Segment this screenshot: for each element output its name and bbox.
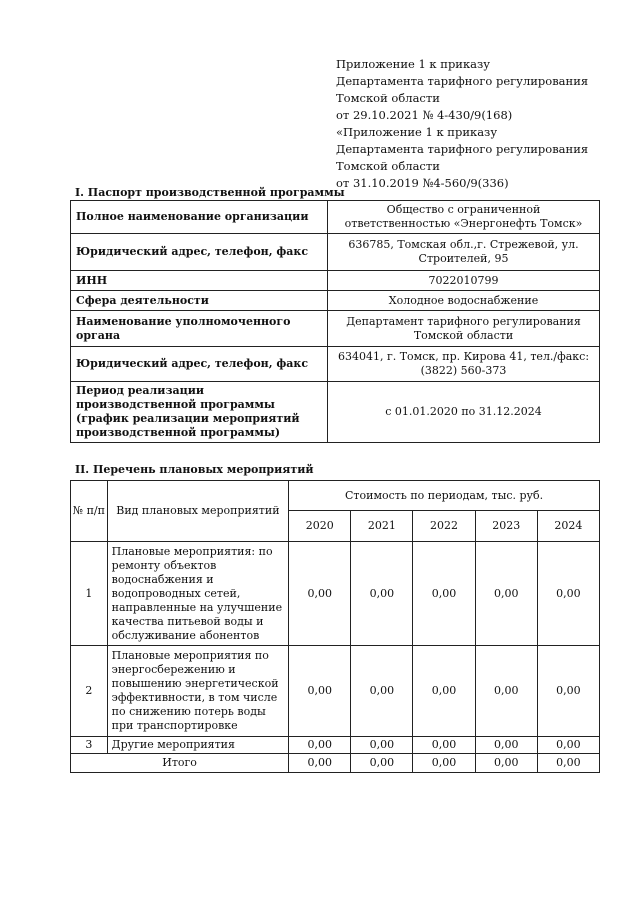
col-num-header: № п/п [71, 481, 108, 542]
cost-cell: 0,00 [413, 737, 475, 754]
appendix-note-line: Департамента тарифного регулирования [336, 142, 589, 156]
appendix-note-line: Томской области [336, 159, 440, 173]
total-cell: 0,00 [475, 754, 537, 773]
passport-row [71, 347, 600, 382]
passport-row [71, 382, 600, 443]
cost-cell: 0,00 [537, 737, 599, 754]
row-number: 1 [71, 542, 108, 646]
passport-value: Департамент тарифного регулирования Томской области [328, 311, 600, 347]
passport-label: Сфера деятельности [71, 291, 328, 311]
passport-value: Холодное водоснабжение [328, 291, 600, 311]
total-label: Итого [71, 754, 289, 773]
row-description: Плановые мероприятия по энергосбережению и повышению энергетической эффективности, в том числе по снижению потерь воды при транспортировке [107, 646, 289, 737]
col-cost-header: Стоимость по периодам, тыс. руб. [289, 481, 600, 511]
row-number: 2 [71, 646, 108, 737]
passport-label: Период реализации производственной программы (график реализации мероприятий производственной программы) [71, 382, 328, 443]
year-header: 2024 [537, 511, 599, 542]
passport-row [71, 271, 600, 291]
cost-cell: 0,00 [413, 542, 475, 646]
cost-cell: 0,00 [289, 646, 351, 737]
appendix-note-line: Томской области [336, 91, 440, 105]
table-row [71, 542, 600, 646]
cost-cell: 0,00 [289, 542, 351, 646]
total-cell: 0,00 [413, 754, 475, 773]
passport-label: Юридический адрес, телефон, факс [71, 234, 328, 271]
appendix-note-line: Приложение 1 к приказу [336, 57, 491, 71]
passport-value: 7022010799 [328, 271, 600, 291]
cost-cell: 0,00 [413, 646, 475, 737]
cost-cell: 0,00 [475, 542, 537, 646]
passport-value: 636785, Томская обл.,г. Стрежевой, ул. Строителей, 95 [328, 234, 600, 271]
passport-label: Полное наименование организации [71, 201, 328, 234]
cost-cell: 0,00 [289, 737, 351, 754]
cost-cell: 0,00 [351, 646, 413, 737]
plan-title: II. Перечень плановых мероприятий [75, 463, 314, 476]
total-cell: 0,00 [289, 754, 351, 773]
appendix-note-line: «Приложение 1 к приказу [336, 125, 498, 139]
plan-header-row [71, 481, 600, 511]
passport-row [71, 234, 600, 271]
total-row [71, 754, 600, 773]
passport-row [71, 311, 600, 347]
passport-value: Общество с ограниченной ответственностью «Энергонефть Томск» [328, 201, 600, 234]
table-row [71, 737, 600, 754]
total-cell: 0,00 [351, 754, 413, 773]
passport-value: 634041, г. Томск, пр. Кирова 41, тел./факс: (3822) 560-373 [328, 347, 600, 382]
passport-value: с 01.01.2020 по 31.12.2024 [328, 382, 600, 443]
year-header: 2020 [289, 511, 351, 542]
row-number: 3 [71, 737, 108, 754]
row-description: Плановые мероприятия: по ремонту объектов водоснабжения и водопроводных сетей, направленные на улучшение качества питьевой воды и обслуживание абонентов [107, 542, 289, 646]
cost-cell: 0,00 [475, 737, 537, 754]
year-header: 2023 [475, 511, 537, 542]
plan-table [70, 480, 600, 773]
cost-cell: 0,00 [351, 737, 413, 754]
cost-cell: 0,00 [537, 646, 599, 737]
cost-cell: 0,00 [475, 646, 537, 737]
appendix-note [336, 56, 636, 192]
col-type-header: Вид плановых мероприятий [107, 481, 289, 542]
cost-cell: 0,00 [537, 542, 599, 646]
cost-cell: 0,00 [351, 542, 413, 646]
passport-row [71, 291, 600, 311]
passport-label: Юридический адрес, телефон, факс [71, 347, 328, 382]
passport-table [70, 200, 600, 443]
passport-label: ИНН [71, 271, 328, 291]
year-header: 2021 [351, 511, 413, 542]
passport-label: Наименование уполномоченного органа [71, 311, 328, 347]
appendix-note-line: от 31.10.2019 №4-560/9(336) [336, 176, 509, 190]
year-header: 2022 [413, 511, 475, 542]
total-cell: 0,00 [537, 754, 599, 773]
table-row [71, 646, 600, 737]
row-description: Другие мероприятия [107, 737, 289, 754]
passport-row [71, 201, 600, 234]
appendix-note-line: от 29.10.2021 № 4-430/9(168) [336, 108, 513, 122]
passport-title: I. Паспорт производственной программы [75, 186, 345, 199]
appendix-note-line: Департамента тарифного регулирования [336, 74, 589, 88]
